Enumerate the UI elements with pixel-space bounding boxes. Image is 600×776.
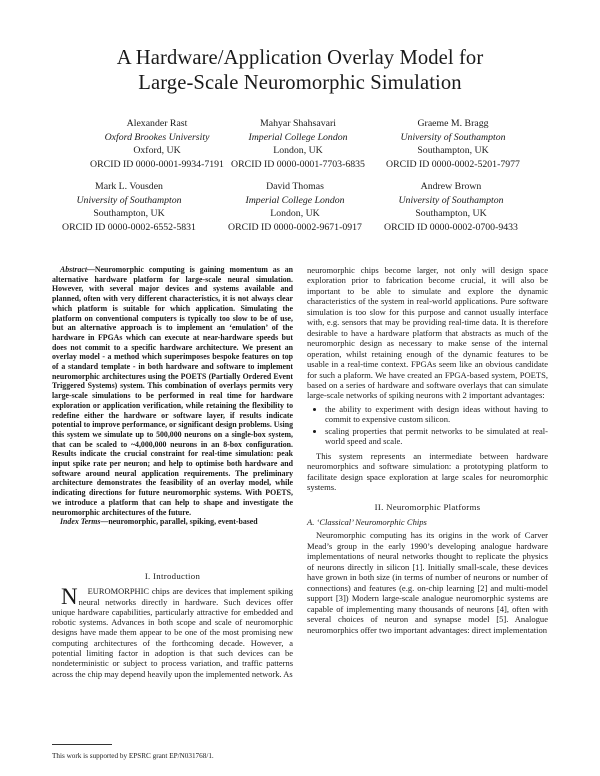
right-column <box>307 265 548 635</box>
author-orcid: ORCID ID 0000-0002-9671-0917 <box>228 221 362 233</box>
author-location: Southampton, UK <box>417 145 489 156</box>
section-heading: II. Neuromorphic Platforms <box>374 501 481 512</box>
author-affiliation: Imperial College London <box>248 131 348 143</box>
advantages-list <box>307 404 548 447</box>
list-item: • the ability to experiment with design ideas without having to commit to expensive custom silicon. <box>325 404 548 425</box>
author-location: Southampton, UK <box>93 208 165 219</box>
body-paragraph: neuromorphic chips become larger, not only will design space exploration prior to fabrication become crucial, it will also be important to be able to simulate and explore the dynamic characteristics of the system in real-world applications. Pure software simulation is too slow for this purpose and cannot usually interface with, e.g. sensors that may be providing real-time data. It is therefore desirable to have a hardware platform that abstracts as much of the neuromorphic design as necessary to make sense of the internal operation, whilst retaining enough of the dynamic features to be usable in a real-time context. FPGAs seem like an obvious candidate for such a plaform. We have created an FPGA-based system, POETS, based on a series of hardware and software overlays that can simulate large-scale networks of spiking neurons with 2 important advantages: <box>307 265 548 401</box>
index-terms-text: —neuromorphic, parallel, spiking, event-based <box>100 517 258 527</box>
drop-cap: N <box>61 584 78 610</box>
title-line-2: Large-Scale Neuromorphic Simulation <box>138 72 462 94</box>
body-paragraph: Neuromorphic computing has its origins in the work of Carver Mead’s group in the early 1990’s developing analogue hardware implementations of neural networks thought to replicate the physics of neurons directly in silicon [1]. Initially small-scale, these devices have grown in both size (in terms of number of neurons or number of connections) and features (e.g. on-chip learning [2] and multi-model support [3]) Modern large-scale analogue neuromorphic systems are capable of implementing many thousands of neurons [4], often with several choices of neuron and synapse model [5]. Analogue neuromorphics offer two important advantages: direct implementation <box>307 530 548 635</box>
title-line-1: A Hardware/Application Overlay Model for <box>116 47 484 69</box>
abstract-label: Abstract <box>60 265 88 274</box>
author-orcid: ORCID ID 0000-0001-9934-7191 <box>90 158 224 170</box>
author-orcid: ORCID ID 0000-0002-0700-9433 <box>384 221 518 233</box>
author-name: Mahyar Shahsavari <box>260 118 336 129</box>
author-affiliation: University of Southampton <box>398 194 504 206</box>
intro-lead: EUROMORPHIC <box>87 586 150 597</box>
author-location: Oxford, UK <box>133 145 181 156</box>
footnote: This work is supported by EPSRC grant EP/N031768/1. <box>52 752 214 760</box>
author-orcid: ORCID ID 0000-0002-6552-5831 <box>62 221 196 233</box>
author-orcid: ORCID ID 0000-0001-7703-6835 <box>231 158 365 170</box>
paper-title <box>0 46 600 96</box>
author-location: Southampton, UK <box>415 208 487 219</box>
author-name: Andrew Brown <box>420 181 482 192</box>
author-name: Alexander Rast <box>126 118 188 129</box>
left-column <box>52 265 293 527</box>
author-affiliation: Imperial College London <box>245 194 345 206</box>
author-block <box>356 180 546 234</box>
author-name: David Thomas <box>266 181 324 192</box>
author-location: London, UK <box>273 145 323 156</box>
author-name: Mark L. Vousden <box>95 181 163 192</box>
author-affiliation: University of Southampton <box>76 194 182 206</box>
intro-paragraph <box>52 586 293 679</box>
author-affiliation: Oxford Brookes University <box>104 131 210 143</box>
list-item: • scaling properties that permit networks to be simulated at real-world speed and scale. <box>325 426 548 447</box>
subsection-heading: A. ‘Classical’ Neuromorphic Chips <box>307 516 427 527</box>
author-affiliation: University of Southampton <box>400 131 506 143</box>
footnote-rule <box>52 744 112 745</box>
body-paragraph: This system represents an intermediate between hardware neuromorphics and software simulation: a prototyping platform to facilitate design space exploration at large scales for neuromorphic systems. <box>307 450 548 493</box>
abstract <box>52 265 293 517</box>
author-location: London, UK <box>270 208 320 219</box>
author-block <box>34 180 224 234</box>
introduction-section <box>52 571 293 679</box>
author-block <box>358 117 548 171</box>
intro-text: chips are devices that implement spiking neural networks directly in hardware. Such devices offer unique hardware capabilities, particularly attractive for embedded and robotic systems. Advances in both scope and scale of neuromorphic designs have made them appear to be one of the most promising new computing architectures of the forthcoming decade. However, a potential limiting factor in adoption is that such devices can be nondeterministic or subject to process variation, and traffic patterns across the chip may depend heavily upon the implemented network. As <box>52 586 293 679</box>
abstract-text: —Neuromorphic computing is gaining momentum as an alternative hardware platform for large-scale neural simulation. However, with several major devices and systems available and planned, often with very different characteristics, it is not always clear which platform is suitable for which application. Simulating the platform on conventional computers is typically too slow to be of use, but an alternative approach is to implement an ‘emulation’ of the hardware in FPGAs which can execute at near-hardware speeds but does not commit to a specific hardware architecture. We present an overlay model - a method which superimposes bespoke features on top of a standard template - in both hardware and software to implement neuromorphic architectures using the POETS (Partially Ordered Event Triggered Systems) system. This combination of overlays permits very large-scale simulations to be performed in real time for hardware exploration or application verification, while retaining the flexibility to redefine either the hardware or software layer, if results indicate potential to improve performance, or significant design problems. Using this system we simulate up to 500,000 neurons on a single-box system, that can be scaled to ~4,000,000 neurons in an 8-box configuration. Results indicate the crucial constraint for real-time simulation: peak input spike rate per neuron; and help to optimise both hardware and software around neural application requirements. The preliminary architecture demonstrates the feasibility of an overlay model, while indicating directions for future neuromorphic systems. With POETS, we introduce a platform that can help to shape and investigate the neuromorphic architectures of the future. <box>52 265 293 517</box>
index-terms <box>52 517 293 527</box>
index-terms-label: Index Terms <box>60 517 101 527</box>
section-heading: I. Introduction <box>144 571 201 581</box>
author-name: Graeme M. Bragg <box>417 118 489 129</box>
author-orcid: ORCID ID 0000-0002-5201-7977 <box>386 158 520 170</box>
